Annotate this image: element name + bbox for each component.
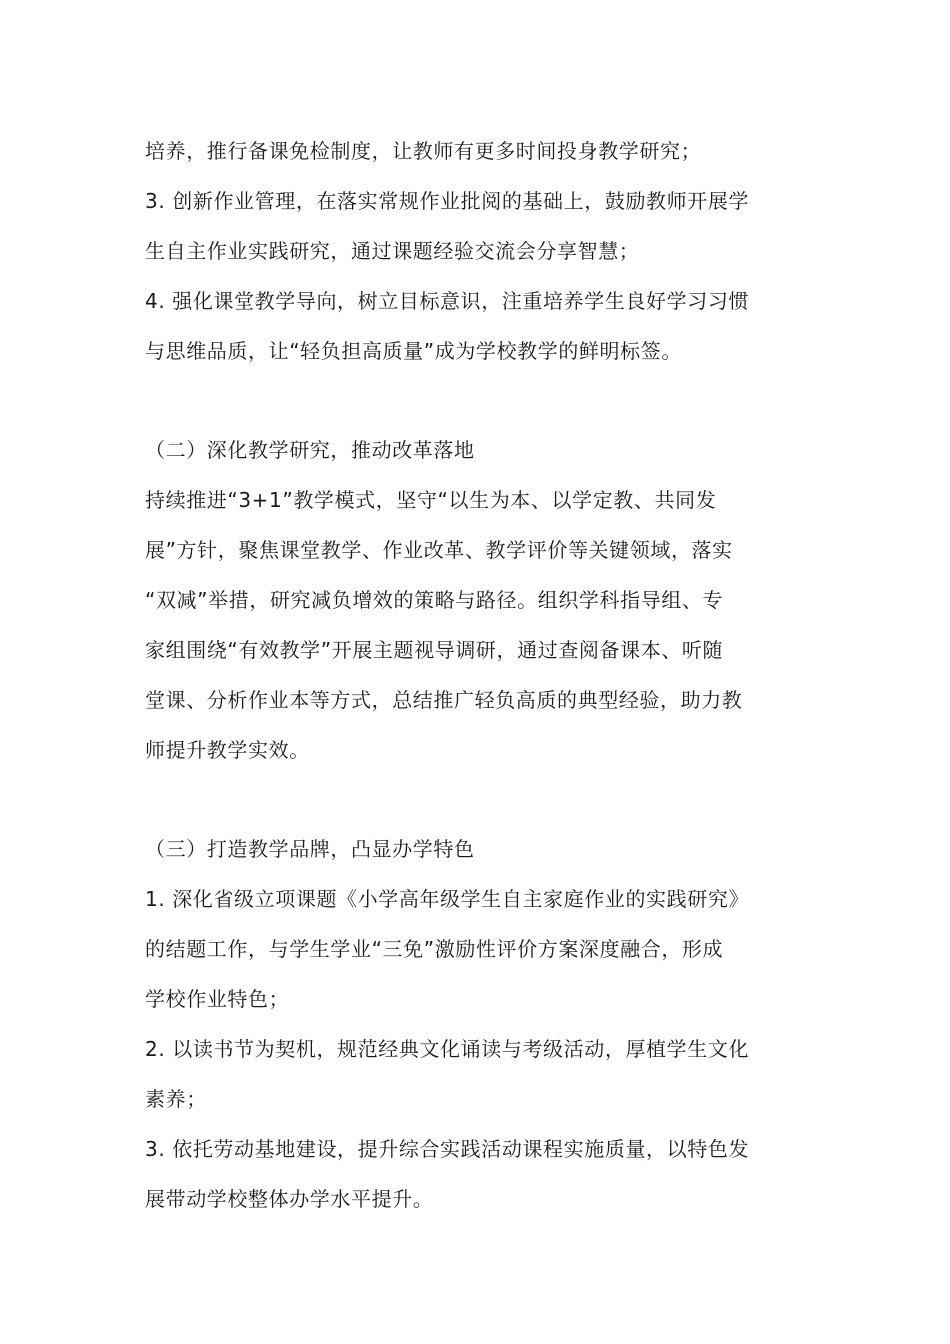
paragraph-line: 家组围绕“有效教学”开展主题视导调研，通过查阅备课本、听随 (145, 638, 724, 662)
paragraph-line: 展”方针，聚焦课堂教学、作业改革、教学评价等关键领域，落实 (145, 538, 733, 562)
paragraph-line: 师提升教学实效。 (145, 738, 310, 762)
list-item-1-line-1: 1. 深化省级立项课题《小学高年级学生自主家庭作业的实践研究》 (145, 887, 750, 911)
list-item-2-line-1: 2. 以读书节为契机，规范经典文化诵读与考级活动，厚植学生文化 (145, 1037, 750, 1061)
list-item-3b-line-1: 3. 依托劳动基地建设，提升综合实践活动课程实施质量，以特色发 (145, 1137, 750, 1161)
list-item-3-line-2: 生自主作业实践研究，通过课题经验交流会分享智慧； (145, 239, 640, 263)
body-text-line: 培养，推行备课免检制度，让教师有更多时间投身教学研究； (145, 139, 702, 163)
list-item-3b-line-2: 展带动学校整体办学水平提升。 (145, 1187, 434, 1211)
section-heading-3: （三）打造教学品牌，凸显办学特色 (145, 837, 475, 861)
section-heading-2: （二）深化教学研究，推动改革落地 (145, 438, 475, 462)
list-item-4-line-1: 4. 强化课堂教学导向，树立目标意识，注重培养学生良好学习习惯 (145, 289, 750, 313)
list-item-1-line-3: 学校作业特色； (145, 987, 290, 1011)
list-item-3-line-1: 3. 创新作业管理，在落实常规作业批阅的基础上，鼓励教师开展学 (145, 189, 750, 213)
paragraph-line: “双减”举措，研究减负增效的策略与路径。组织学科指导组、专 (145, 588, 724, 612)
list-item-2-line-2: 素养； (145, 1087, 207, 1111)
paragraph-line: 堂课、分析作业本等方式，总结推广轻负高质的典型经验，助力教 (145, 688, 743, 712)
paragraph-line: 持续推进“3+1”教学模式，坚守“以生为本、以学定教、共同发 (145, 488, 717, 512)
list-item-1-line-2: 的结题工作，与学生学业“三免”激励性评价方案深度融合，形成 (145, 937, 724, 961)
list-item-4-line-2: 与思维品质，让“轻负担高质量”成为学校教学的鲜明标签。 (145, 339, 682, 363)
